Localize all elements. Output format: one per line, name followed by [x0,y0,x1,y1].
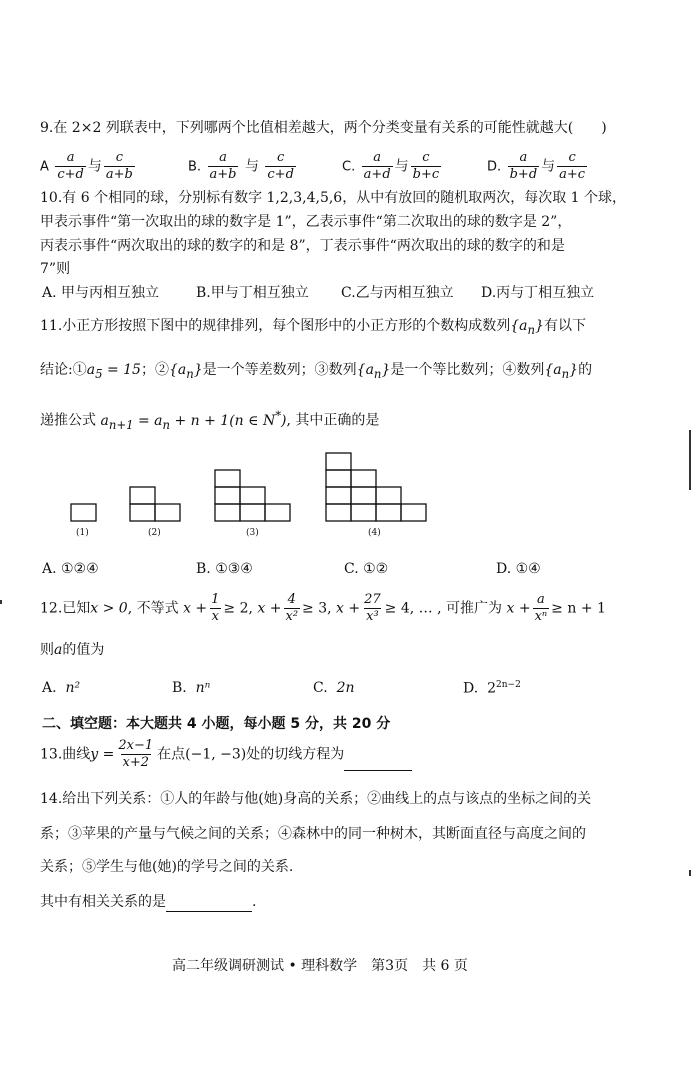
fraction: $\frac{c}{a+b}$ [105,150,133,182]
fraction: $\frac{c}{b+c}$ [412,150,440,182]
q11-line-3: 递推公式 $a_{n+1} = a_n + n + 1(n$ ∈ N*), 其中正确的是 [40,408,380,432]
q12-option-c: C. 2n [313,680,355,696]
q9-option-c: C. $\frac{a}{a+d}$ 与 $\frac{c}{b+c}$ [342,150,440,182]
figure-4-squares [326,453,426,521]
figure-label-2: (2) [148,528,161,538]
fraction: $\frac{a}{a+b}$ [209,150,237,182]
figure-label-1: (1) [76,528,89,538]
q10-option-d: D.丙与丁相互独立 [481,285,595,301]
q11-option-c: C. ①② [344,561,389,577]
q12-option-b: B. nⁿ [172,680,211,696]
q11-option-b: B. ①③④ [196,561,253,577]
q14-line-3: 关系；⑤学生与他(她)的学号之间的关系. [40,859,294,875]
q11-line-2: 结论$:①a_5 = 15$；$②\{a_n\}$是一个等差数列；③数列$\{a_n\}$是一个等比数列；④数列$\{a_n\}$的 [40,362,593,381]
q12-option-a: A. n² [42,680,81,696]
figure-3-squares [215,470,290,521]
q10-line-2: 甲表示事件“第一次取出的球的数字是 1”，乙表示事件“第二次取出的球的数字是 2”， [40,214,572,230]
q11-option-a: A. ①②④ [42,561,99,577]
q12-option-d: D. $2^{2n-2}$ [463,680,521,697]
q9-option-a: A $\frac{a}{c+d}$ 与 $\frac{c}{a+b}$ [40,150,133,182]
square-pattern-figure [60,448,480,544]
figure-label-3: (3) [246,528,259,538]
q13-answer-blank[interactable] [344,756,412,771]
q9-option-d: D. $\frac{a}{b+d}$ 与 $\frac{c}{a+c}$ [487,150,586,182]
q14-answer-blank[interactable] [166,897,252,912]
q11-option-d: D. ①④ [496,561,541,577]
scan-edge-mark [0,600,2,604]
q10-option-a: A. 甲与丙相互独立 [42,285,160,301]
q9-option-b: B. $\frac{a}{a+b}$ 与 $\frac{c}{c+d}$ [188,150,294,182]
q9-stem: 9.在 2×2 列联表中，下列哪两个比值相差越大，两个分类变量有关系的可能性就越大( ) [40,120,607,136]
fraction: $\frac{a}{c+d}$ [57,150,84,182]
q10-option-c: C.乙与丙相互独立 [341,285,454,301]
q10-line-3: 丙表示事件“两次取出的球的数字的和是 8”，丁表示事件“两次取出的球的数字的和是 [40,238,565,254]
fraction: $\frac{c}{a+c}$ [559,150,586,182]
figure-label-4: (4) [368,528,381,538]
q11-line-1: 11.小正方形按照下图中的规律排列，每个图形中的小正方形的个数构成数列$\{a_n\}$有以下 [40,318,586,337]
q10-line-4: 7”则 [40,261,71,277]
section-2-heading: 二、填空题：本大题共 4 小题，每小题 5 分，共 20 分 [42,716,391,732]
q14-line-2: 系；③苹果的产量与气候之间的关系；④森林中的同一种树木，其断面直径与高度之间的 [40,826,586,842]
q14-line-4: 其中有相关关系的是 . [40,894,257,910]
figure-2-squares [130,487,180,521]
q12-line-1: 12.已知x > 0, 不等式 x + $\frac{1}{x}$ ≥ 2, x + $\frac{4}{\text{x²}}$ ≥ 3, x + $\frac{27}{\text{x³}}$ ≥ 4, … , 可推广为 x + $\frac{a}{\text{xⁿ}}$ ≥ n + 1 [40,592,606,624]
fraction: $\frac{a}{a+d}$ [363,150,391,182]
q12-line-2: 则a的值为 [40,642,105,658]
fraction: $\frac{c}{c+d}$ [267,150,294,182]
q10-line-1: 10.有 6 个相同的球，分别标有数字 1,2,3,4,5,6，从中有放回的随机取两次，每次取 1 个球， [40,190,627,206]
q10-option-b: B.甲与丁相互独立 [196,285,309,301]
q14-line-1: 14.给出下列关系：①人的年龄与他(她)身高的关系；②曲线上的点与该点的坐标之间的关 [40,791,592,807]
fraction: $\frac{a}{b+d}$ [509,150,538,182]
q13-line: 13.曲线y = $\frac{2x-1}{x+2}$ 在点(−1, −3)处的切线方程为 [40,738,412,771]
figure-1-square [71,504,96,521]
page-footer: 高二年级调研测试 • 理科数学 第3页 共 6 页 [172,958,468,974]
